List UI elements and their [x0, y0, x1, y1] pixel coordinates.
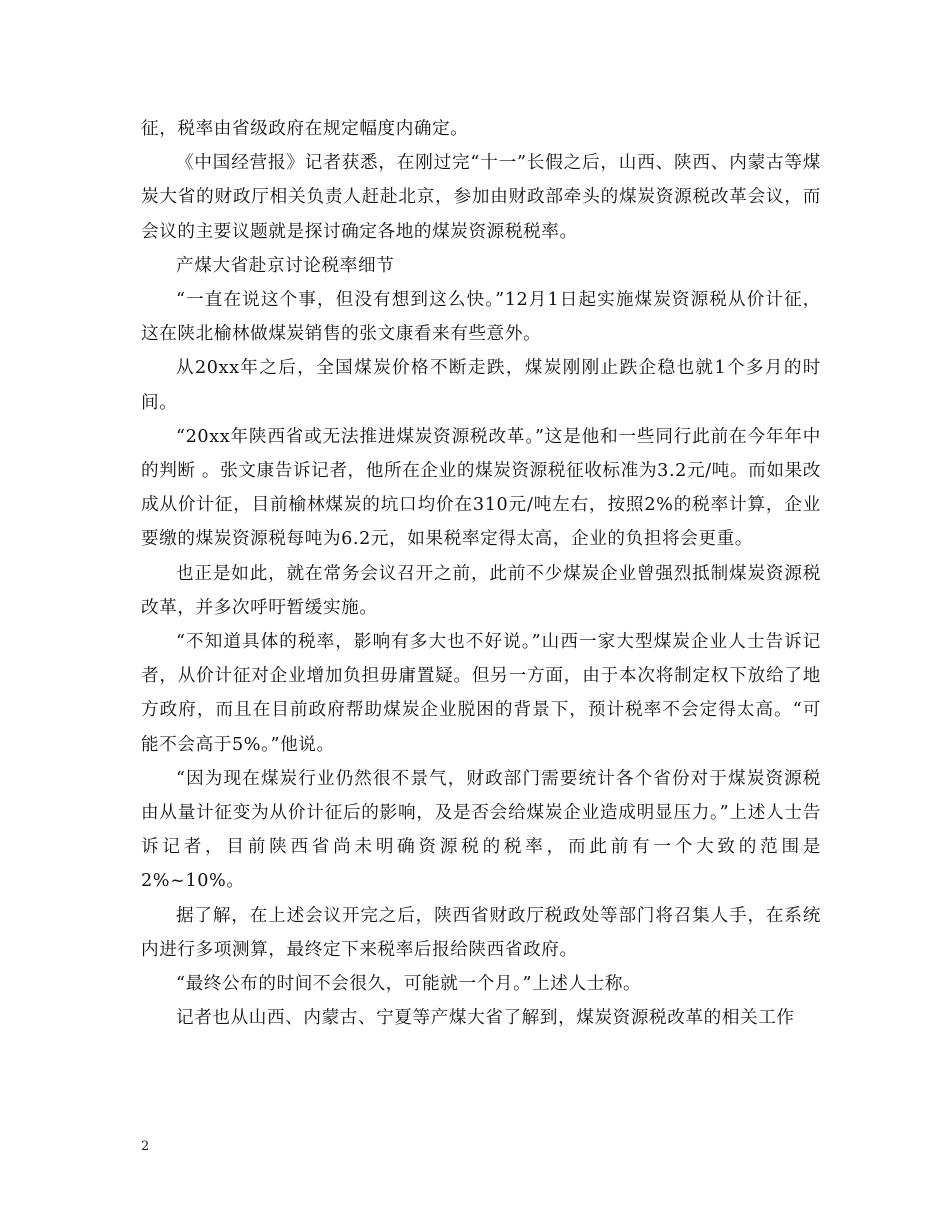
paragraph: 《中国经营报》记者获悉，在刚过完“十一”长假之后，山西、陕西、内蒙古等煤炭大省的财政厅相关负责人赶赴北京，参加由财政部牵头的煤炭资源税改革会议，而会议的主要议题就是探讨确定各地的煤炭资源税税率。 — [141, 153, 821, 242]
paragraph: 也正是如此，就在常务会议召开之前，此前不少煤炭企业曾强烈抵制煤炭资源税改革，并多次呼吁暂缓实施。 — [141, 563, 821, 618]
paragraph: 记者也从山西、内蒙古、宁夏等产煤大省了解到，煤炭资源税改革的相关工作 — [176, 1008, 795, 1029]
page-number: 2 — [141, 1139, 150, 1154]
paragraph: “不知道具体的税率，影响有多大也不好说。”山西一家大型煤炭企业人士告诉记者，从价计征对企业增加负担毋庸置疑。但另一方面，由于本次将制定权下放给了地方政府，而且在目前政府帮助煤炭企业脱困的背景下，预计税率不会定得太高。“可能不会高于5%。”他说。 — [141, 632, 821, 755]
paragraph: “因为现在煤炭行业仍然很不景气，财政部门需要统计各个省份对于煤炭资源税由从量计征变为从价计征后的影响，及是否会给煤炭企业造成明显压力。”上述人士告诉记者，目前陕西省尚未明确资源税的税率，而此前有一个大致的范围是2%~10%。 — [141, 768, 821, 892]
paragraph: “最终公布的时间不会很久，可能就一个月。”上述人士称。 — [176, 974, 642, 995]
paragraph: “一直在说这个事，但没有想到这么快。”12月1日起实施煤炭资源税从价计征，这在陕北榆林做煤炭销售的张文康看来有些意外。 — [141, 290, 821, 345]
body-text — [141, 112, 821, 1035]
paragraph-continuation: 征，税率由省级政府在规定幅度内确定。 — [141, 119, 469, 139]
paragraph: 从20xx年之后，全国煤炭价格不断走跌，煤炭刚刚止跌企稳也就1个多月的时间。 — [141, 358, 821, 413]
paragraph: “20xx年陕西省或无法推进煤炭资源税改革。”这是他和一些同行此前在今年年中的判断 。张文康告诉记者，他所在企业的煤炭资源税征收标准为3.2元/吨。而如果改成从价计征，目前榆林煤炭的坑口均价在310元/吨左右，按照2%的税率计算，企业要缴的煤炭资源税每吨为6.2元，如果税率定得太高，企业的负担将会更重。 — [141, 426, 821, 550]
paragraph: 据了解，在上述会议开完之后，陕西省财政厅税政处等部门将召集人手，在系统内进行多项测算，最终定下来税率后报给陕西省政府。 — [141, 905, 821, 960]
section-subheading: 产煤大省赴京讨论税率细节 — [176, 255, 395, 276]
